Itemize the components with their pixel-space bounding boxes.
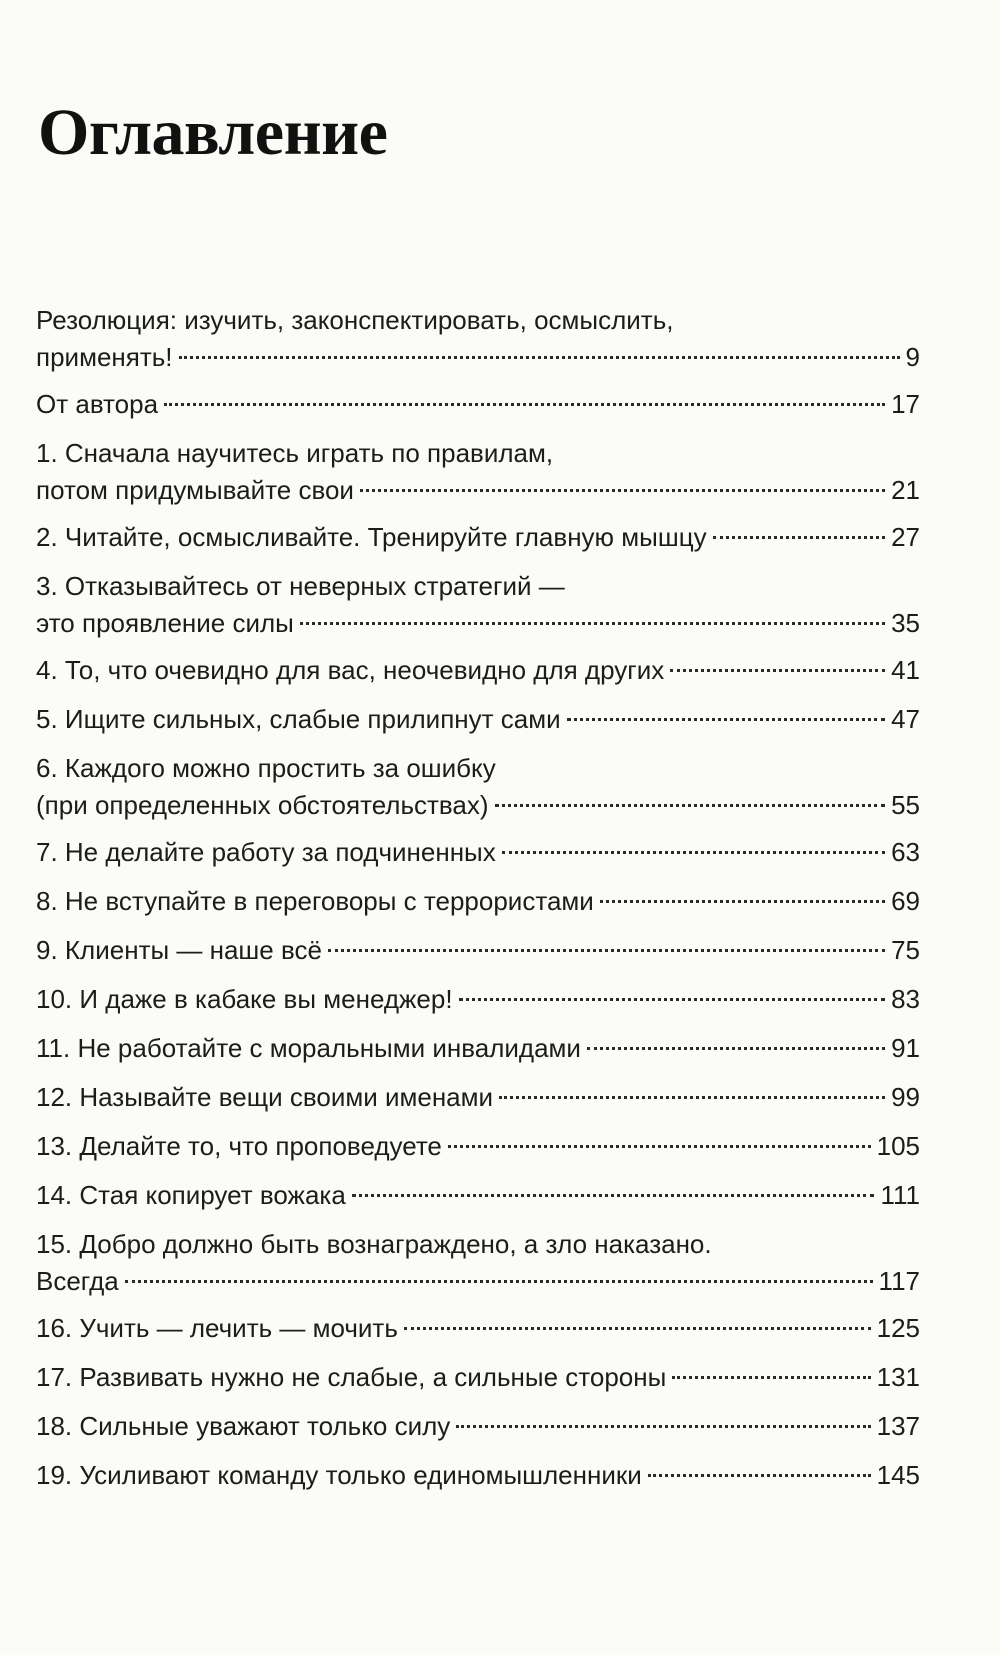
toc-entry-title: 10. И даже в кабаке вы менеджер! (36, 984, 453, 1014)
toc-entry-title-first-line: 15. Добро должно быть вознаграждено, а зло наказано. (36, 1229, 712, 1259)
toc-entry-title-first-line: 1. Сначала научитесь играть по правилам, (36, 438, 554, 468)
dot-leader (499, 1096, 885, 1099)
toc-entry-title: 8. Не вступайте в переговоры с террористами (36, 886, 594, 916)
toc-entry-page-number: 55 (891, 790, 920, 820)
toc-entry-row (36, 1030, 920, 1067)
toc-entry-page-number: 83 (891, 984, 920, 1014)
toc-entry-title: 12. Называйте вещи своими именами (36, 1082, 494, 1112)
dot-leader (459, 998, 886, 1001)
dot-leader (567, 718, 885, 721)
toc-entry (36, 302, 920, 376)
toc-entry-page-number: 137 (876, 1411, 920, 1441)
toc-entry (36, 1408, 920, 1445)
toc-entry-page-number: 41 (891, 655, 920, 685)
toc-entry (36, 386, 920, 423)
toc-entry-row (36, 1408, 920, 1445)
toc-entry (36, 1030, 920, 1067)
toc-entry-title: это проявление силы (36, 608, 294, 638)
toc-entry-title-first-line: 6. Каждого можно простить за ошибку (36, 753, 496, 783)
toc-entry-title: применять! (36, 342, 173, 372)
toc-entry (36, 834, 920, 871)
dot-leader (587, 1047, 885, 1050)
toc-entry-page-number: 111 (880, 1180, 920, 1210)
toc-entry-page-number: 9 (905, 342, 920, 372)
dot-leader (600, 900, 885, 903)
toc-entry-page-number: 35 (891, 608, 920, 638)
toc-entry-row (36, 1263, 920, 1300)
toc-entry-title: 18. Сильные уважают только силу (36, 1411, 451, 1441)
toc-entry-row (36, 787, 920, 824)
toc-entry-row (36, 1177, 920, 1214)
toc-entry-title: 5. Ищите сильных, слабые прилипнут сами (36, 704, 561, 734)
toc-entry (36, 1226, 920, 1300)
toc-entry-row (36, 605, 920, 642)
toc-entry-row (36, 652, 920, 689)
toc-entry-title: 17. Развивать нужно не слабые, а сильные стороны (36, 1362, 667, 1392)
toc-entry (36, 1079, 920, 1116)
table-of-contents (36, 302, 920, 1506)
toc-entry-title: (при определенных обстоятельствах) (36, 790, 489, 820)
toc-entry-page-number: 21 (891, 475, 920, 505)
toc-entry-title: 4. То, что очевидно для вас, неочевидно для других (36, 655, 665, 685)
page-title: Оглавление (38, 96, 388, 169)
dot-leader (670, 669, 885, 672)
toc-entry-page-number: 131 (876, 1362, 920, 1392)
toc-entry-row (36, 701, 920, 738)
toc-entry-row (36, 339, 920, 376)
dot-leader (360, 489, 885, 492)
toc-entry-row (36, 1457, 920, 1494)
dot-leader (502, 851, 885, 854)
toc-entry-page-number: 69 (891, 886, 920, 916)
toc-entry-row (36, 1128, 920, 1165)
toc-entry-title-first-line: Резолюция: изучить, законспектировать, осмыслить, (36, 305, 674, 335)
toc-entry (36, 1310, 920, 1347)
toc-entry (36, 1177, 920, 1214)
dot-leader (352, 1194, 875, 1197)
toc-entry-row (36, 1359, 920, 1396)
toc-entry (36, 932, 920, 969)
toc-entry-page-number: 17 (891, 389, 920, 419)
toc-entry (36, 1457, 920, 1494)
toc-entry-title: потом придумывайте свои (36, 475, 354, 505)
toc-entry-row (36, 386, 920, 423)
dot-leader (300, 622, 885, 625)
toc-entry-row (36, 1079, 920, 1116)
toc-entry-title: 11. Не работайте с моральными инвалидами (36, 1033, 581, 1063)
toc-entry (36, 519, 920, 556)
dot-leader (164, 403, 885, 406)
toc-entry-row (36, 1310, 920, 1347)
dot-leader (456, 1425, 870, 1428)
toc-entry-title: Всегда (36, 1266, 119, 1296)
toc-entry (36, 1128, 920, 1165)
toc-entry-title: От автора (36, 389, 159, 419)
toc-entry (36, 435, 920, 509)
toc-entry-row (36, 981, 920, 1018)
toc-entry (36, 701, 920, 738)
toc-entry-row (36, 472, 920, 509)
toc-entry-page-number: 105 (876, 1131, 920, 1161)
toc-entry-title: 13. Делайте то, что проповедуете (36, 1131, 442, 1161)
toc-entry-page-number: 75 (891, 935, 920, 965)
toc-entry-row (36, 932, 920, 969)
toc-entry (36, 652, 920, 689)
toc-entry-title-first-line: 3. Отказывайтесь от неверных стратегий — (36, 571, 565, 601)
toc-entry-title: 9. Клиенты — наше всё (36, 935, 322, 965)
toc-entry-page-number: 47 (891, 704, 920, 734)
dot-leader (179, 356, 900, 359)
toc-entry-page-number: 125 (876, 1313, 920, 1343)
dot-leader (672, 1376, 870, 1379)
toc-entry-row (36, 883, 920, 920)
toc-entry-page-number: 117 (878, 1266, 920, 1296)
dot-leader (125, 1280, 873, 1283)
dot-leader (648, 1474, 871, 1477)
toc-entry-row (36, 519, 920, 556)
toc-entry-title: 14. Стая копирует вожака (36, 1180, 346, 1210)
dot-leader (328, 949, 885, 952)
toc-entry-page-number: 145 (876, 1460, 920, 1490)
toc-entry-title: 7. Не делайте работу за подчиненных (36, 837, 496, 867)
dot-leader (713, 536, 885, 539)
toc-entry (36, 883, 920, 920)
toc-entry-title: 19. Усиливают команду только единомышленники (36, 1460, 642, 1490)
toc-entry (36, 981, 920, 1018)
dot-leader (495, 804, 886, 807)
dot-leader (448, 1145, 871, 1148)
toc-entry-row (36, 834, 920, 871)
toc-entry (36, 568, 920, 642)
toc-entry (36, 1359, 920, 1396)
toc-entry-page-number: 91 (891, 1033, 920, 1063)
toc-entry-title: 2. Читайте, осмысливайте. Тренируйте главную мышцу (36, 522, 707, 552)
toc-entry-title: 16. Учить — лечить — мочить (36, 1313, 398, 1343)
toc-entry-page-number: 99 (891, 1082, 920, 1112)
dot-leader (404, 1327, 871, 1330)
toc-entry-page-number: 27 (891, 522, 920, 552)
toc-entry-page-number: 63 (891, 837, 920, 867)
toc-entry (36, 750, 920, 824)
